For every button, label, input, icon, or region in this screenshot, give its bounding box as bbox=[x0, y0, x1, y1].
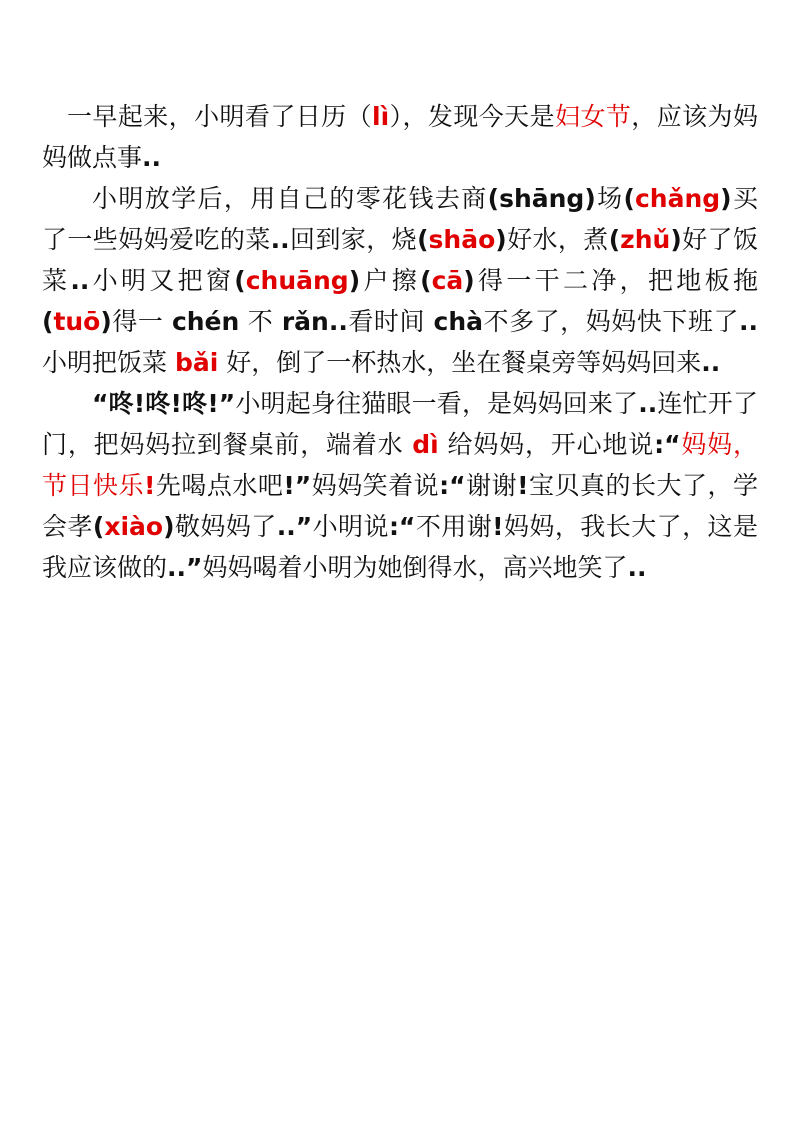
pinyin-run: ( bbox=[623, 184, 635, 213]
pinyin-run: ( bbox=[420, 266, 432, 295]
pinyin-run: “咚!咚!咚!” bbox=[92, 389, 236, 418]
text-run: 看时间 bbox=[347, 307, 434, 336]
pinyin-run: ( bbox=[42, 307, 54, 336]
pinyin-run: ( bbox=[234, 266, 246, 295]
pinyin-run: zhǔ bbox=[620, 225, 671, 254]
text-run: 先喝点水吧 bbox=[155, 471, 284, 500]
text-run: 小明说 bbox=[312, 512, 389, 541]
text-run: 好了饭菜 bbox=[42, 225, 758, 295]
pinyin-run: :“ bbox=[388, 512, 416, 541]
pinyin-run: .. bbox=[142, 143, 162, 172]
pinyin-run: ! bbox=[517, 471, 529, 500]
pinyin-run: ) bbox=[720, 184, 732, 213]
text-run: 不多了，妈妈快下班了 bbox=[483, 307, 739, 336]
text-run: ），发现今天是 bbox=[389, 102, 556, 131]
pinyin-run: ) bbox=[348, 266, 361, 295]
pinyin-run: :“ bbox=[654, 430, 681, 459]
text-run: 得一干二净，把地板拖 bbox=[474, 266, 758, 295]
pinyin-run: ( bbox=[608, 225, 621, 254]
text-run: 小明把饭菜 bbox=[42, 348, 175, 377]
pinyin-run: ) bbox=[463, 266, 475, 295]
pinyin-run: ..” bbox=[167, 553, 203, 582]
text-run: 不用谢 bbox=[415, 512, 493, 541]
highlighted-text-run: 妈妈，节日快乐 bbox=[42, 430, 758, 500]
text-run: 小明又把窗 bbox=[89, 266, 235, 295]
text-run: 场 bbox=[595, 184, 624, 213]
pinyin-run: ..” bbox=[276, 512, 313, 541]
pinyin-run: cā bbox=[431, 266, 464, 295]
pinyin-run: .. bbox=[739, 307, 758, 336]
text-run: 买了一些妈妈爱吃的菜 bbox=[42, 184, 758, 254]
text-run: 户擦 bbox=[360, 266, 421, 295]
text-run: 不 bbox=[239, 307, 282, 336]
pinyin-run: bǎi bbox=[174, 348, 219, 377]
pinyin-run: ) bbox=[584, 184, 596, 213]
pinyin-run: rǎn bbox=[281, 307, 329, 336]
text-run: 宝贝真的长大了，学会孝 bbox=[42, 471, 758, 541]
pinyin-run: chà bbox=[433, 307, 484, 336]
pinyin-run: ! bbox=[492, 512, 504, 541]
pinyin-run: shāo bbox=[428, 225, 496, 254]
text-run: ，应该为妈妈做点事 bbox=[42, 102, 758, 172]
pinyin-run: !” bbox=[283, 471, 312, 500]
pinyin-run: dì bbox=[412, 430, 439, 459]
text-run: 敬妈妈了 bbox=[174, 512, 277, 541]
pinyin-run: ) bbox=[163, 512, 175, 541]
text-run: 妈妈喝着小明为她倒得水，高兴地笑了 bbox=[202, 553, 628, 582]
text-run: 一早起来，小明看了日历（ bbox=[67, 102, 373, 131]
pinyin-run: .. bbox=[70, 266, 90, 295]
pinyin-run: ) bbox=[495, 225, 507, 254]
paragraph-2 bbox=[42, 178, 758, 383]
pinyin-run: ) bbox=[670, 225, 682, 254]
document-body bbox=[42, 96, 758, 588]
text-run: 给妈妈，开心地说 bbox=[438, 430, 655, 459]
pinyin-run: tuō bbox=[53, 307, 101, 336]
text-run: 连忙开了门，把妈妈拉到餐桌前，端着水 bbox=[42, 389, 758, 459]
pinyin-run: ( bbox=[487, 184, 500, 213]
text-run: 回到家，烧 bbox=[289, 225, 418, 254]
highlighted-text-run: 妇女节 bbox=[555, 102, 632, 131]
paragraph-1 bbox=[42, 96, 758, 178]
paragraph-3 bbox=[42, 383, 758, 588]
pinyin-run: chén bbox=[171, 307, 240, 336]
pinyin-run: ) bbox=[100, 307, 112, 336]
pinyin-run: chǎng bbox=[634, 184, 721, 213]
pinyin-run: ! bbox=[143, 471, 156, 500]
text-run: 好水，煮 bbox=[506, 225, 609, 254]
text-run: 妈妈笑着说 bbox=[311, 471, 440, 500]
text-run: 小明放学后，用自己的零花钱去商 bbox=[92, 184, 488, 213]
text-run: 妈妈，我长大了，这是我应该做的 bbox=[42, 512, 758, 582]
text-run: 谢谢 bbox=[465, 471, 518, 500]
pinyin-run: .. bbox=[270, 225, 290, 254]
text-run: 得一 bbox=[111, 307, 172, 336]
text-run: 小明起身往猫眼一看，是妈妈回来了 bbox=[235, 389, 639, 418]
pinyin-run: xiào bbox=[104, 512, 164, 541]
pinyin-run: .. bbox=[328, 307, 348, 336]
pinyin-run: .. bbox=[701, 348, 721, 377]
pinyin-run: shāng bbox=[499, 184, 585, 213]
pinyin-run: lì bbox=[372, 102, 390, 131]
text-run: 好，倒了一杯热水，坐在餐桌旁等妈妈回来 bbox=[218, 348, 702, 377]
pinyin-run: chuāng bbox=[245, 266, 349, 295]
pinyin-run: ( bbox=[417, 225, 429, 254]
pinyin-run: ( bbox=[92, 512, 105, 541]
pinyin-run: .. bbox=[627, 553, 647, 582]
pinyin-run: :“ bbox=[439, 471, 466, 500]
pinyin-run: .. bbox=[638, 389, 658, 418]
